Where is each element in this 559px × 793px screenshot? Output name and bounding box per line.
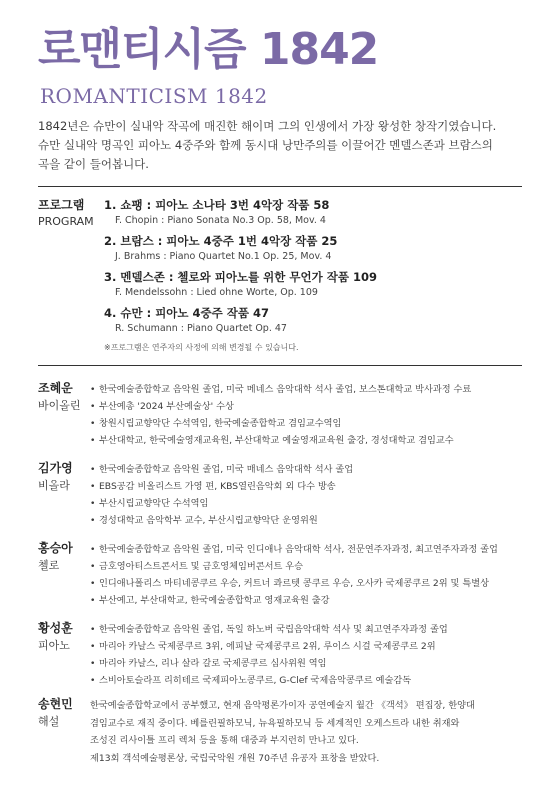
bio-line: 제13회 객석예술평론상, 국립국악원 개원 70주년 유공자 표창을 받았다. [90, 752, 380, 764]
bio-line: 조성진 리사이틀 프리 렉처 등을 통해 대중과 부지런히 만나고 있다. [90, 735, 359, 746]
bullet-icon: • [90, 384, 96, 395]
performer-role: 피아노 [38, 639, 70, 652]
intro-line: 1842년은 슈만이 실내악 작곡에 매진한 해이며 그의 인생에서 가장 왕성한 창작기였습니다. [38, 119, 497, 133]
bio-text: 부산시립교향악단 수석역임 [99, 498, 209, 509]
bio-item [90, 398, 471, 415]
performer-bio [90, 381, 471, 449]
commentator-role: 해설 [38, 715, 60, 728]
divider [38, 365, 522, 366]
program-list [104, 197, 524, 355]
bullet-icon: • [90, 481, 96, 492]
program-item-title: 1. 쇼팽 : 피아노 소나타 3번 4악장 작품 58 [104, 198, 330, 212]
bio-item [90, 575, 498, 592]
program-item [104, 233, 524, 264]
bio-text: 스비아토슬라프 리히테르 국제피아노콩쿠르, G-Clef 국제음악콩쿠르 예술감독 [99, 675, 412, 686]
bio-item [90, 512, 353, 529]
bio-item [90, 621, 448, 638]
performer-role: 첼로 [38, 559, 60, 572]
performer-name: 조혜운 [38, 381, 73, 395]
performer-bio [90, 461, 353, 529]
bio-text: 부산대학교, 한국예술영재교육원, 부산대학교 예술영재교육원 출강, 경성대학교 겸임교수 [99, 435, 454, 446]
bio-text: 한국예술종합학교 음악원 졸업, 미국 매네스 음악대학 석사 졸업 [99, 464, 354, 475]
bio-text: 경성대학교 음악학부 교수, 부산시립교향악단 운영위원 [99, 515, 318, 526]
program-item-subtitle: F. Mendelssohn : Lied ohne Worte, Op. 109 [115, 287, 318, 298]
program-item [104, 269, 524, 300]
bio-text: 창원시립교향악단 수석역임, 한국예술종합학교 겸임교수역임 [99, 418, 342, 429]
bio-text: 부산예총 '2024 부산예술상' 수상 [99, 401, 234, 412]
bullet-icon: • [90, 561, 96, 572]
bullet-icon: • [90, 515, 96, 526]
bio-text: 인디애나폴리스 마티네콩쿠르 우승, 커트너 콰르텟 콩쿠르 우승, 오사카 국제콩쿠르 2위 및 특별상 [99, 578, 489, 589]
program-label-ko: 프로그램 [38, 198, 85, 212]
program-item [104, 197, 524, 228]
program-item-subtitle: J. Brahms : Piano Quartet No.1 Op. 25, Mov. 4 [115, 251, 332, 262]
bio-item [90, 461, 353, 478]
performer-bio [90, 541, 498, 609]
bullet-icon: • [90, 435, 96, 446]
intro-line: 슈만 실내악 명곡인 피아노 4중주와 함께 동시대 낭만주의를 이끌어간 멘델스존과 브람스의 [38, 138, 493, 152]
bullet-icon: • [90, 418, 96, 429]
divider [38, 186, 522, 187]
bio-item [90, 495, 353, 512]
performer-name: 홍승아 [38, 541, 73, 555]
bio-line: 겸임교수로 재직 중이다. 베를린필하모닉, 뉴욕필하모닉 등 세계적인 오케스트라 내한 취재와 [90, 717, 460, 729]
bio-item [90, 672, 448, 689]
bio-item [90, 655, 448, 672]
page-title: 로맨티시즘 1842 [38, 24, 379, 75]
intro-text [38, 117, 508, 174]
page-subtitle: ROMANTICISM 1842 [40, 84, 268, 108]
bullet-icon: • [90, 544, 96, 555]
program-item-title: 4. 슈만 : 피아노 4중주 작품 47 [104, 306, 269, 320]
bullet-icon: • [90, 595, 96, 606]
bullet-icon: • [90, 498, 96, 509]
bio-item [90, 415, 471, 432]
bio-text: 금호영아티스트콘서트 및 금호영체임버콘서트 우승 [99, 561, 304, 572]
program-item-title: 3. 멘델스존 : 첼로와 피아노를 위한 무언가 작품 109 [104, 270, 377, 284]
bullet-icon: • [90, 578, 96, 589]
commentator-name: 송현민 [38, 697, 73, 711]
bullet-icon: • [90, 401, 96, 412]
bio-text: 마리아 카날스 국제콩쿠르 3위, 에피날 국제콩쿠르 2위, 루이스 시걸 국제콩쿠르 2위 [99, 641, 436, 652]
program-item [104, 305, 524, 336]
bio-text: 부산예고, 부산대학교, 한국예술종합학교 영재교육원 출강 [99, 595, 330, 606]
program-label-en: PROGRAM [38, 215, 94, 228]
performer-bio [90, 621, 448, 689]
bio-item [90, 638, 448, 655]
program-item-title: 2. 브람스 : 피아노 4중주 1번 4악장 작품 25 [104, 234, 338, 248]
bio-item [90, 478, 353, 495]
performer-name: 김가영 [38, 461, 73, 475]
bullet-icon: • [90, 675, 96, 686]
bio-text: 한국예술종합학교 음악원 졸업, 미국 메네스 음악대학 석사 졸업, 보스톤대학교 박사과정 수료 [99, 384, 472, 395]
bio-text: 한국예술종합학교 음악원 졸업, 미국 인디애나 음악대학 석사, 전문연주자과정, 최고연주자과정 졸업 [99, 544, 498, 555]
bio-item [90, 432, 471, 449]
bio-item [90, 558, 498, 575]
intro-line: 곡을 같이 들어봅니다. [38, 157, 149, 171]
program-item-subtitle: R. Schumann : Piano Quartet Op. 47 [115, 323, 287, 334]
bullet-icon: • [90, 464, 96, 475]
program-note: ※프로그램은 연주자의 사정에 의해 변경될 수 있습니다. [104, 343, 299, 352]
performer-role: 비올라 [38, 479, 70, 492]
bio-text: 마리아 카날스, 리나 살라 갈로 국제콩쿠르 심사위원 역임 [99, 658, 327, 669]
performer-role: 바이올린 [38, 399, 81, 412]
bio-text: EBS공감 비올리스트 가영 편, KBS열린음악회 외 다수 방송 [99, 481, 336, 492]
bio-text: 한국예술종합학교 음악원 졸업, 독일 하노버 국립음악대학 석사 및 최고연주자과정 졸업 [99, 624, 448, 635]
bullet-icon: • [90, 658, 96, 669]
bullet-icon: • [90, 641, 96, 652]
bio-item [90, 541, 498, 558]
performer-name: 황성훈 [38, 621, 73, 635]
bio-line: 한국예술종합학교에서 공부했고, 현재 음악평론가이자 공연예술지 월간 《객석》 편집장, 한양대 [90, 700, 475, 711]
program-label [38, 197, 94, 230]
program-item-subtitle: F. Chopin : Piano Sonata No.3 Op. 58, Mov. 4 [115, 215, 326, 226]
bio-item [90, 592, 498, 609]
bullet-icon: • [90, 624, 96, 635]
commentator-bio [90, 697, 530, 767]
bio-item [90, 381, 471, 398]
